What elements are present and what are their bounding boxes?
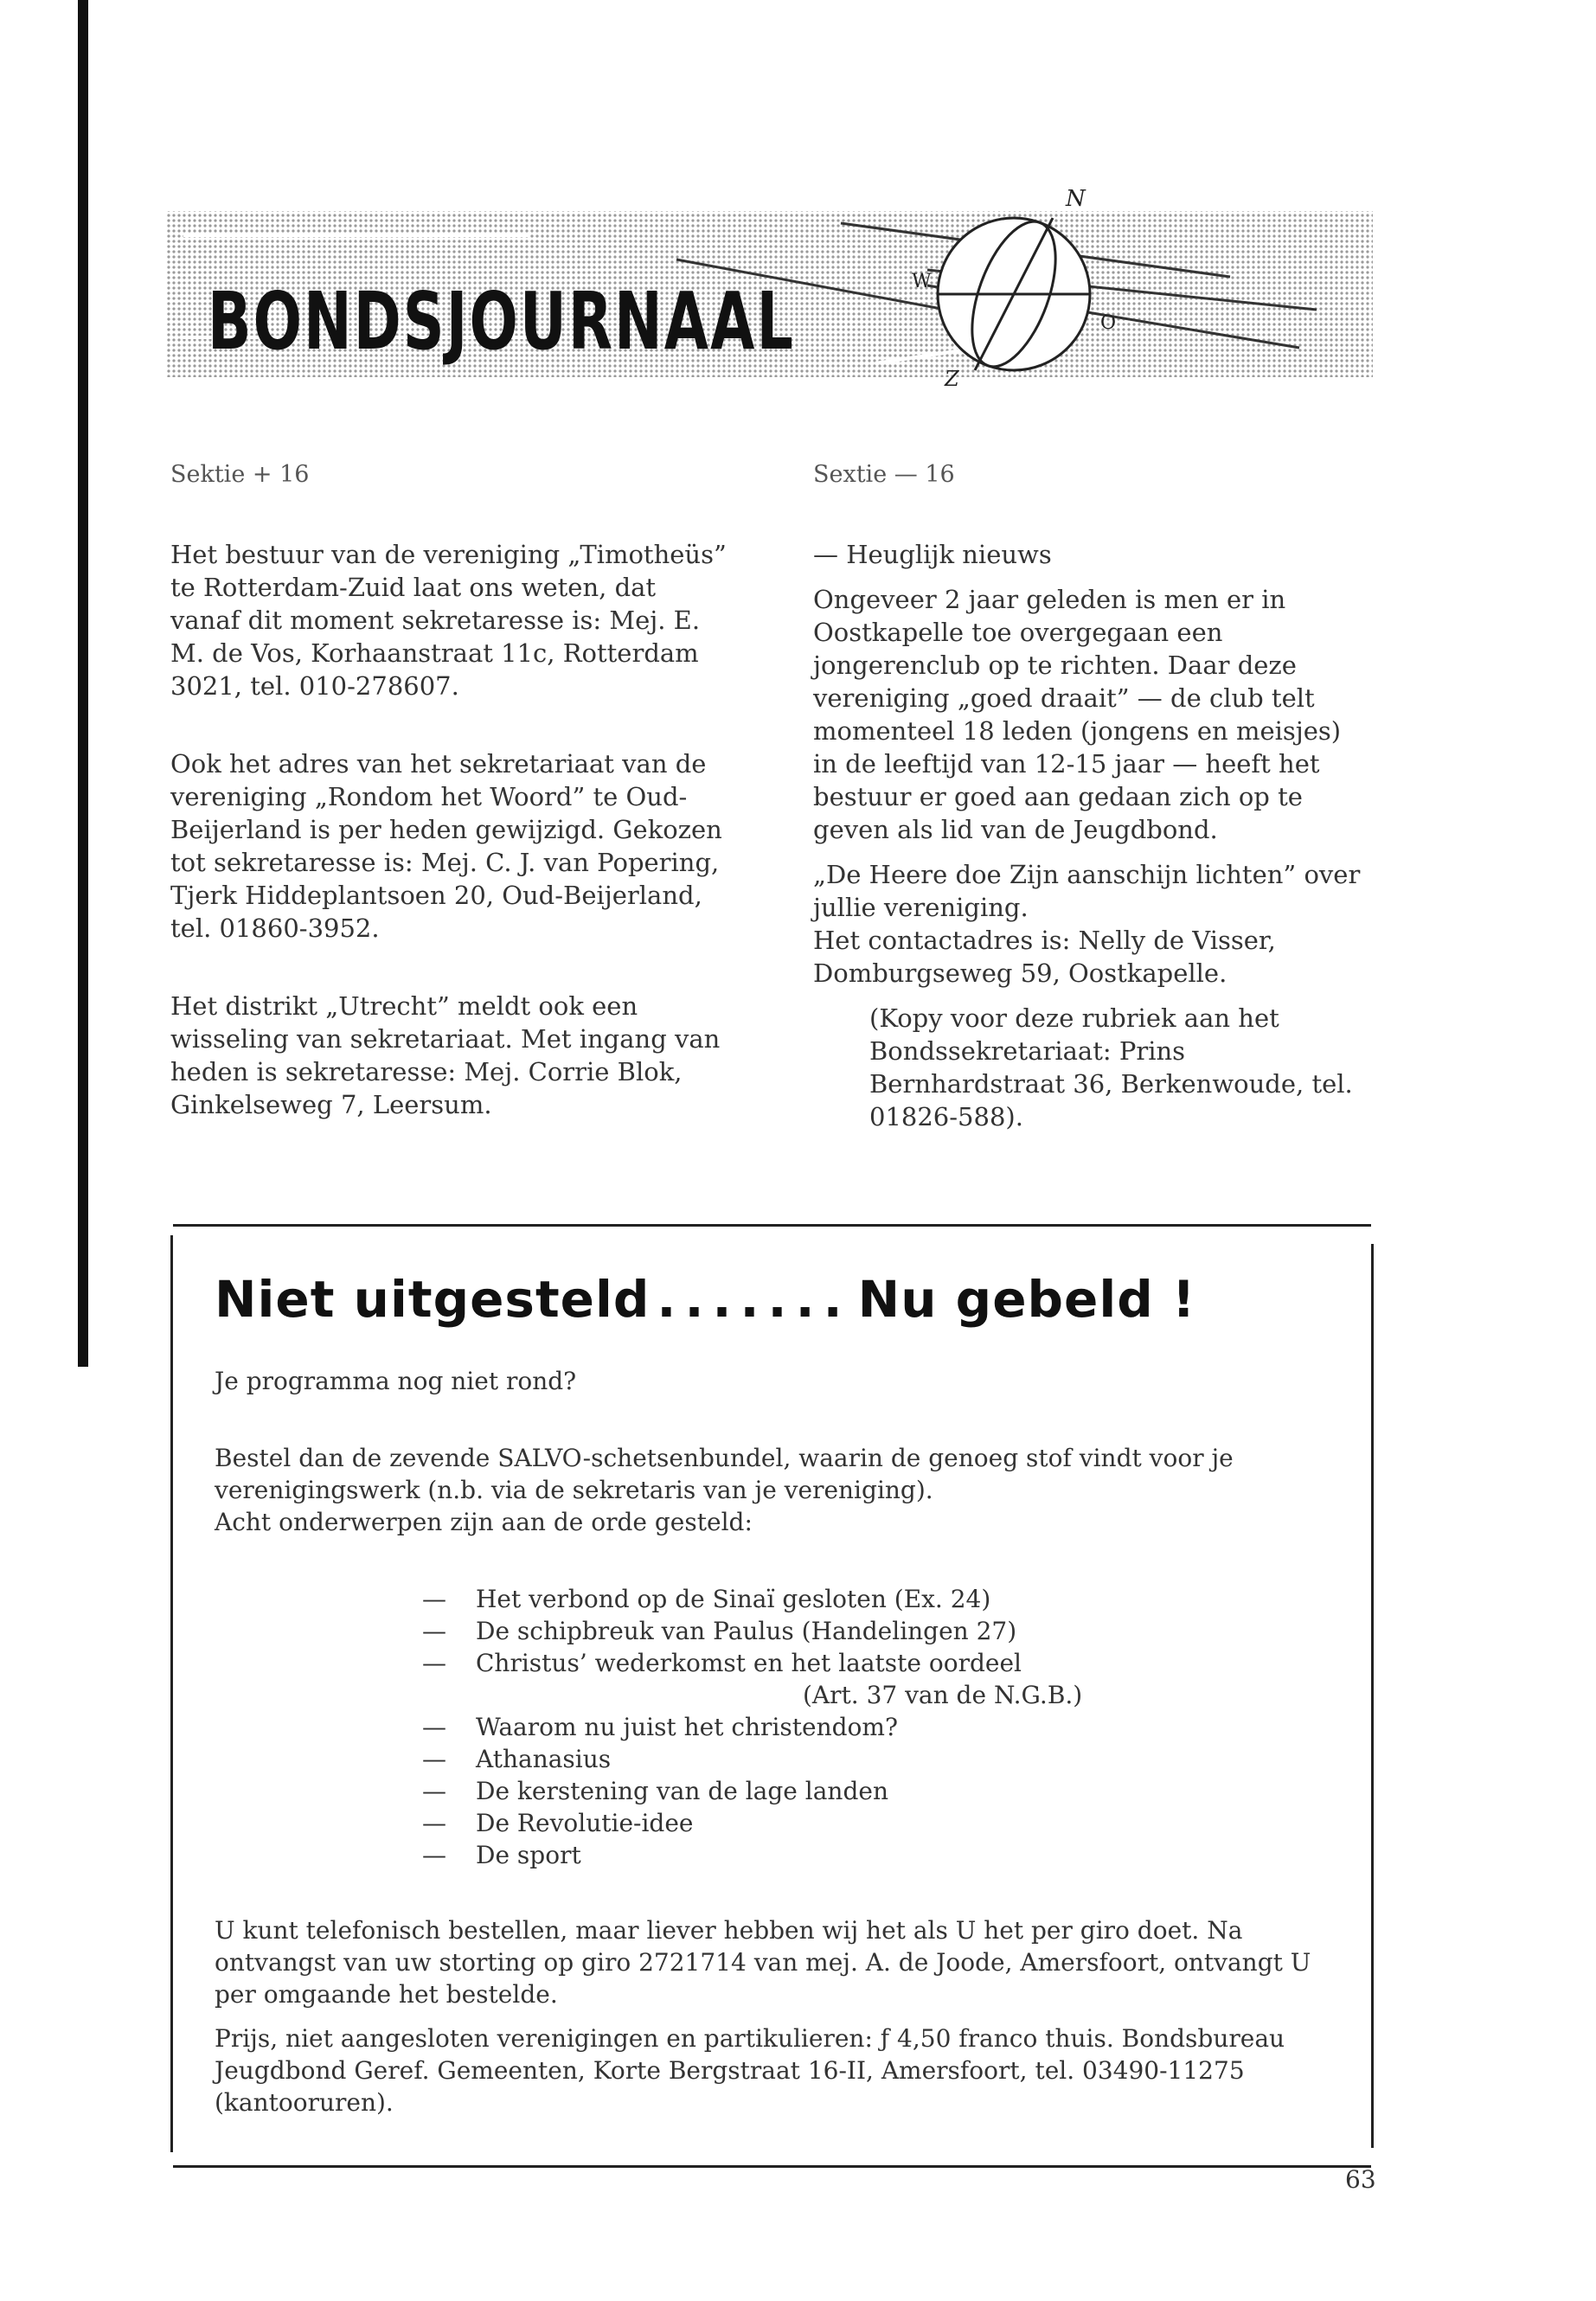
right-subheading: — Heuglijk nieuws — [813, 540, 1052, 569]
ad-headline-dots: ....... — [657, 1270, 851, 1329]
left-paragraph-3: Het distrikt „Utrecht” meldt ook een wisseling van sekretariaat. Met ingang van heden is sekretaresse: Mej. Corrie Blok, Ginkelseweg 7, Leersum. — [170, 991, 721, 1119]
left-paragraph-2: Ook het adres van het sekretariaat van de vereniging „Rondom het Woord” te Oud-Beijerland is per heden gewijzigd. Gekozen tot sekretaresse is: Mej. C. J. van Popering, Tjerk Hiddeplantsoen 20, Oud-Beijerland, tel. 01860-3952. — [170, 749, 722, 943]
compass-z-label: Z — [945, 367, 959, 391]
page-edge-bar — [78, 0, 88, 1367]
right-note: (Kopy voor deze rubriek aan het Bondssekretariaat: Prins Bernhardstraat 36, Berkenwoude, tel. 01826-588). — [869, 1003, 1353, 1131]
ad-topics-list — [215, 1583, 1330, 1871]
list-item: — De schipbreuk van Paulus (Handelingen 27) — [422, 1617, 1017, 1645]
ad-paragraph-3: Prijs, niet aangesloten verenigingen en partikulieren: ƒ 4,50 franco thuis. Bondsbureau Jeugdbond Geref. Gemeenten, Korte Bergstraat 16-II, Amersfoort, tel. 03490-11275 (kantooruren). — [215, 2024, 1285, 2117]
list-item: — Athanasius — [422, 1745, 612, 1773]
list-item: — Het verbond op de Sinaï gesloten (Ex. 24) — [422, 1585, 991, 1613]
right-paragraph-3: Het contactadres is: Nelly de Visser, Domburgseweg 59, Oostkapelle. — [813, 926, 1276, 988]
ad-headline-left: Niet uitgesteld — [215, 1270, 651, 1329]
right-column-heading: Sextie — 16 — [813, 461, 955, 488]
right-paragraph-1: Ongeveer 2 jaar geleden is men er in Oostkapelle toe overgegaan een jongerenclub op te richten. Daar deze vereniging „goed draait” — de club telt momenteel 18 leden (jongens en meisjes) in de leeftijd van 12-15 jaar — heeft het bestuur er goed aan gedaan zich op te geven als lid van de Jeugdbond. — [813, 585, 1342, 844]
list-item: — De kerstening van de lage landen — [422, 1777, 888, 1805]
ad-paragraph-1: Bestel dan de zevende SALVO-schetsenbundel, waarin de genoeg stof vindt voor je verenigingswerk (n.b. via de sekretaris van je vereniging). — [215, 1444, 1234, 1504]
list-item: — De sport — [422, 1841, 581, 1869]
list-item: — Waarom nu juist het christendom? — [422, 1713, 898, 1741]
ad-headline — [215, 1270, 1195, 1329]
compass-o-label: O — [1100, 312, 1117, 334]
ad-body — [215, 1365, 1330, 2118]
right-column — [813, 458, 1367, 1133]
ad-paragraph-1b: Acht onderwerpen zijn aan de orde gesteld: — [215, 1508, 753, 1536]
list-item: — De Revolutie-idee — [422, 1809, 694, 1837]
compass-n-label: N — [1066, 186, 1086, 212]
page-number: 63 — [1345, 2165, 1376, 2194]
compass-w-label: W — [912, 271, 932, 292]
ad-paragraph-2: U kunt telefonisch bestellen, maar liever hebben wij het als U het per giro doet. Na ontvangst van uw storting op giro 2721714 van mej. A. de Joode, Amersfoort, ontvangt U per omgaande het bestelde. — [215, 1916, 1311, 2009]
banner-title: BONDSJOURNAAL — [208, 275, 795, 368]
list-item: — Christus’ wederkomst en het laatste oordeel — [422, 1649, 1022, 1677]
left-column-heading: Sektie + 16 — [170, 461, 310, 488]
list-item-continuation: (Art. 37 van de N.G.B.) — [803, 1681, 1083, 1709]
advertisement-box — [173, 1224, 1371, 2168]
ad-headline-right: Nu gebeld ! — [857, 1270, 1196, 1329]
right-paragraph-2: „De Heere doe Zijn aanschijn lichten” over jullie vereniging. — [813, 860, 1361, 922]
left-column — [170, 458, 733, 1121]
ad-intro-line: Je programma nog niet rond? — [215, 1367, 577, 1395]
left-paragraph-1: Het bestuur van de vereniging „Timotheüs” te Rotterdam-Zuid laat ons weten, dat vanaf dit moment sekretaresse is: Mej. E. M. de Vos, Korhaanstraat 11c, Rotterdam 3021, tel. 010-278607. — [170, 540, 727, 701]
